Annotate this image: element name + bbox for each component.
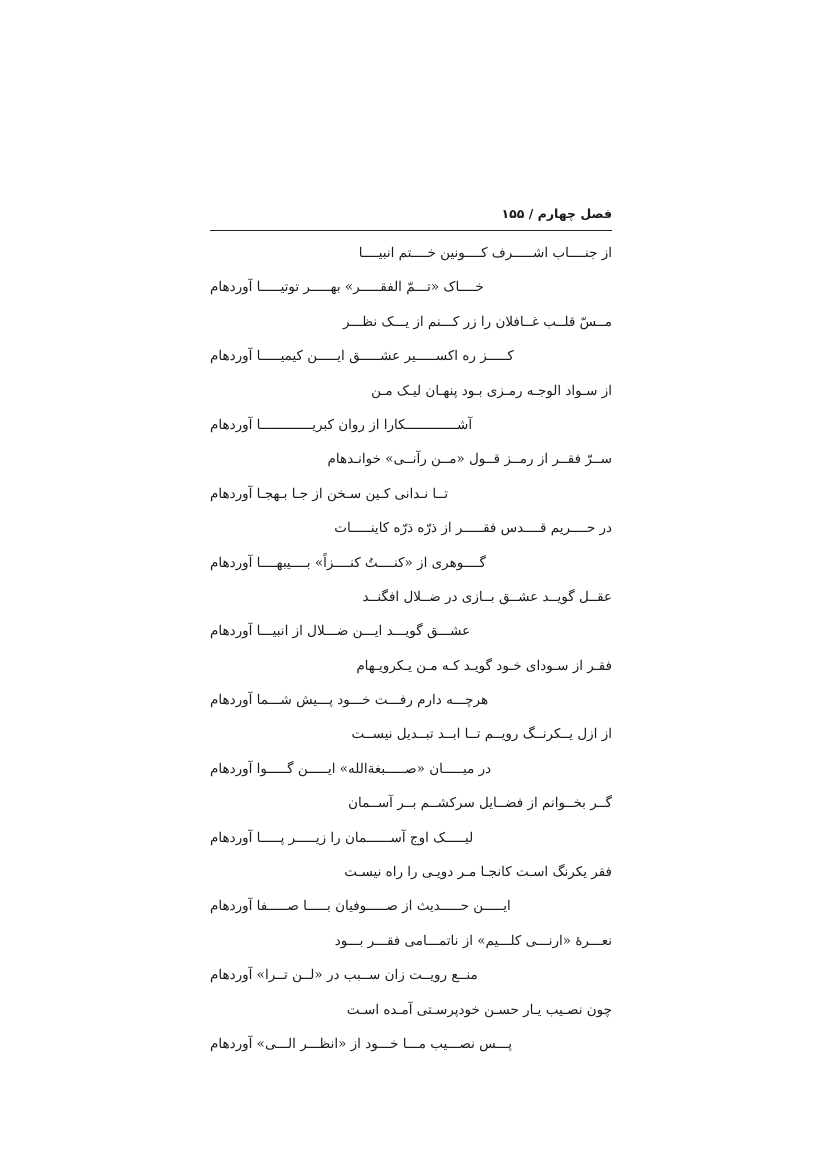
verse-10-hemistich-2: ایـــــن حـــــدیث از صـــــوفیان بـــــا صـــــفا آوردهام	[210, 898, 511, 915]
verse-6-hemistich-2: عشـــق گویـــد ایـــن ضـــلال از انبیـــا آوردهام	[210, 623, 471, 640]
verse-2-hemistich-2: کـــــز ره اکســـــیر عشـــــق ایـــــن کیمیـــــا آوردهام	[210, 348, 514, 365]
verse-9-hemistich-2: لیـــــک اوج آســــــمان را زیـــــر پـــــا آوردهام	[210, 829, 474, 846]
running-header	[210, 204, 612, 231]
verse-3-hemistich-2: آشـــــــــــــکارا از روان کبریـــــــــــــا آوردهام	[210, 416, 473, 433]
verse-1-hemistich-1: از جنــــاب اشـــــرف کــــونین خــــتم انبیــــا	[358, 245, 612, 261]
verse-8-hemistich-1: از ازل یــکرنــگ رویــم تــا ابــد تبــدیل نیســت	[351, 726, 612, 743]
poem-body	[210, 242, 612, 1067]
verse-5-hemistich-1: در حــــریم قــــدس فقـــــر از ذرّه ذرّه کاینـــــات	[334, 520, 612, 537]
verse-3-hemistich-1: از سـواد الوجـه رمـزی بـود پنهـان لیـک مـن	[371, 382, 612, 399]
verse-2-hemistich-1: مــسّ قلــب غــافلان را زر کـــنم از یـــک نظـــر	[342, 313, 612, 330]
verse-6-hemistich-1: عقــل گویــد عشــق بــازی در ضــلال افگنــد	[362, 588, 612, 605]
verse-7-hemistich-2: هرچـــه دارم رفـــت خـــود پـــیش شـــما آوردهام	[210, 692, 489, 709]
verse-4-hemistich-2: تــا نـدانی کـین سـخن از جـا بـهجـا آوردهام	[210, 485, 449, 502]
verse-9-hemistich-1: گــر بخــوانم از فضــایل سرکشــم بــر آســمان	[348, 795, 612, 812]
verse-5-hemistich-2: گــــوهری از «کنــــتُ کنــــزاً» بــــیبهــــا آوردهام	[210, 554, 486, 571]
verse-11-hemistich-1: نعـــرهٔ «ارنـــی کلـــیم» از ناتمـــامی فقـــر بـــود	[334, 932, 612, 949]
verse-12-hemistich-2: پـــس نصـــیب مـــا خـــود از «انظـــر الـــی» آوردهام	[210, 1035, 512, 1052]
verse-4-hemistich-1: ســرّ فقــر از رمــز قــول «مــن رآنــی» خوانـدهام	[327, 451, 612, 468]
verse-11-hemistich-2: منــع رویــت زان ســبب در «لــن تــرا» آوردهام	[210, 967, 478, 984]
header-title: فصل چهارم / ۱۵۵	[501, 206, 612, 221]
verse-7-hemistich-1: فقـر از سـودای خـود گویـد کـه مـن یـکرویـهام	[356, 657, 612, 674]
verse-1-hemistich-2: خــــاک «تـــمّ الفقـــــر» بهـــــر توتیـــــا آوردهام	[210, 279, 484, 296]
verse-12-hemistich-1: چون نصـیب یـار حسـن خودپرسـتی آمـده اسـت	[346, 1001, 612, 1018]
verse-10-hemistich-1: فقر یکرنگ اسـت کانجـا مـر دویـی را راه نیسـت	[344, 864, 612, 881]
verse-8-hemistich-2: در میـــــان «صـــــبغةالله» ایـــــن گـــــوا آوردهام	[210, 760, 492, 777]
